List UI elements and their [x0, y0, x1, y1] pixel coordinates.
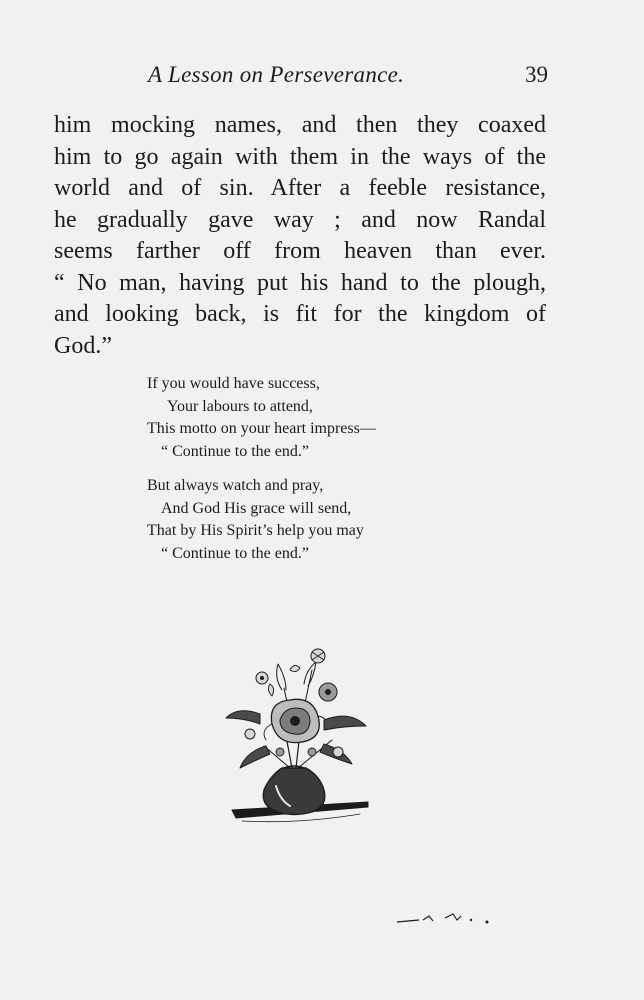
paragraph-line: “ No man, having put his hand to the plough,	[54, 269, 546, 296]
verse-line: “ Continue to the end.”	[161, 544, 309, 562]
poem	[147, 373, 467, 577]
paragraph-line: and looking back, is fit for the kingdom of	[54, 301, 546, 327]
paragraph-line: he gradually gave way ; and now Randal	[54, 206, 546, 233]
paragraph-line: him to go again with them in the ways of the	[54, 143, 546, 170]
poem-stanza	[147, 373, 467, 463]
poem-stanza	[147, 475, 467, 565]
body-paragraph	[54, 110, 546, 362]
verse-line: And God His grace will send,	[161, 499, 352, 517]
paragraph-line: God.”	[54, 332, 112, 359]
running-title: A Lesson on Perseverance.	[148, 62, 405, 87]
verse-line: But always watch and pray,	[147, 477, 324, 494]
running-header	[148, 62, 548, 94]
verse-line: “ Continue to the end.”	[161, 442, 309, 460]
page-number: 39	[525, 62, 548, 87]
flower-vase-vignette-icon	[220, 640, 380, 830]
verse-line: Your labours to attend,	[167, 397, 313, 415]
verse-line: This motto on your heart impress—	[147, 420, 376, 437]
verse-line: If you would have success,	[147, 375, 320, 392]
ink-speck-marks	[395, 908, 505, 928]
paragraph-line: seems farther off from heaven than ever.	[54, 238, 546, 264]
paragraph-line: world and of sin. After a feeble resistance,	[54, 175, 546, 201]
verse-line: That by His Spirit’s help you may	[147, 522, 364, 539]
paragraph-line: him mocking names, and then they coaxed	[54, 112, 546, 138]
